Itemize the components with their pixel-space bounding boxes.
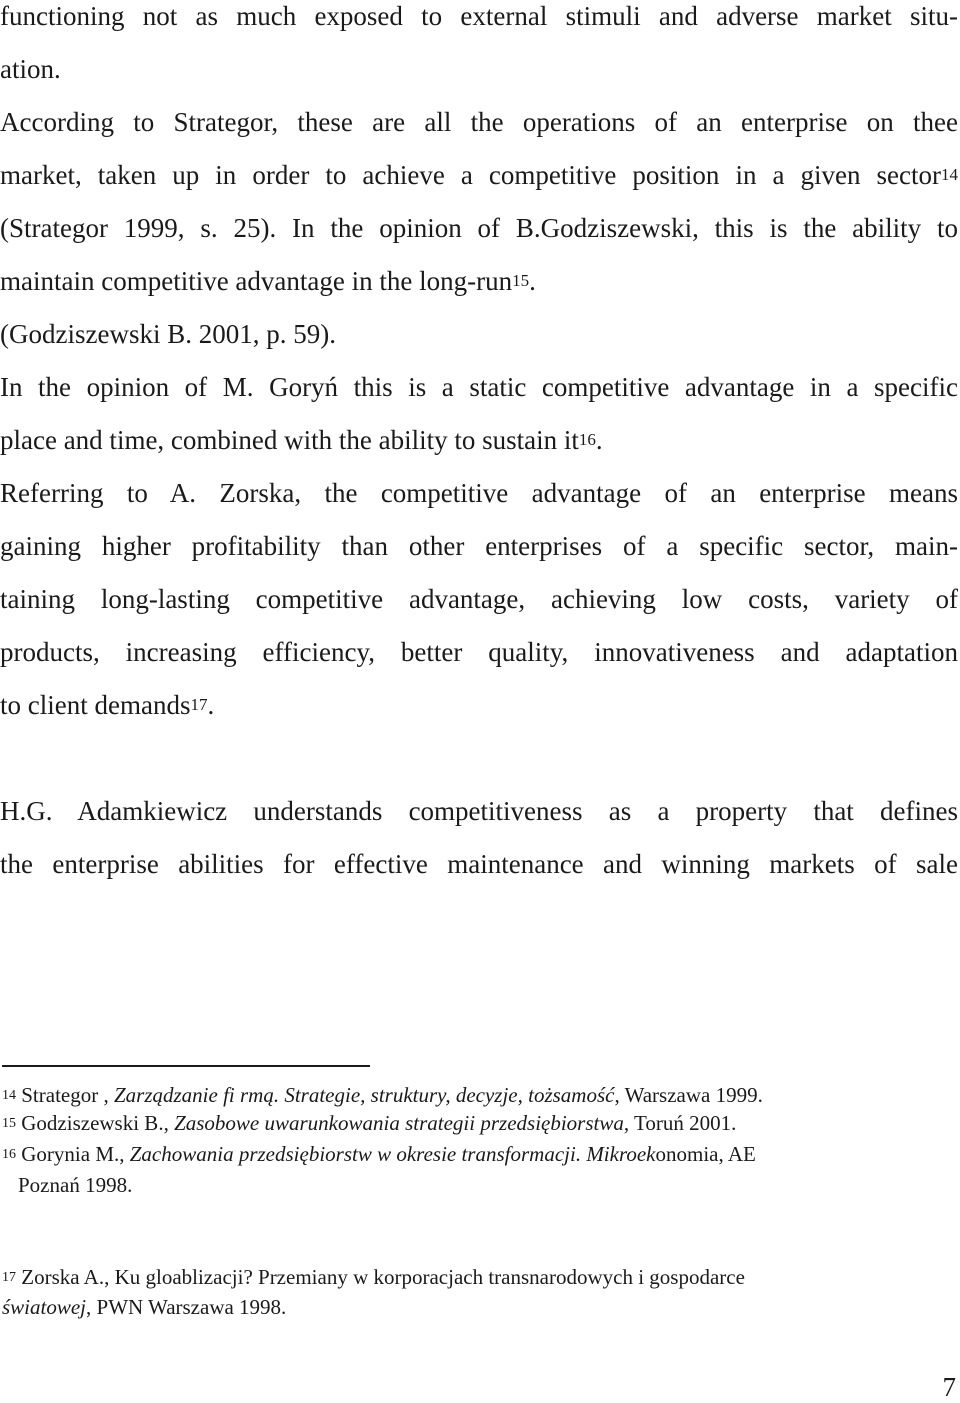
body-line: gaining higher profitability than other enterprises of a specific sector, main- <box>0 531 958 561</box>
footnote-number: 15 <box>2 1116 16 1131</box>
footnote-16-continued: Poznań 1998. <box>18 1173 133 1197</box>
body-line: place and time, combined with the ability to sustain $it^{16}$. <box>0 425 603 455</box>
footnote-ref: 14 <box>941 165 958 184</box>
footnote-number: 16 <box>2 1147 16 1162</box>
page-number: 7 <box>942 1372 956 1402</box>
body-line: Referring to A. Zorska, the competitive advantage of an enterprise means <box>0 478 958 508</box>
footnote-ref: 17 <box>190 695 208 714</box>
footnote-ref: 15 <box>512 271 530 290</box>
body-line: functioning not as much exposed to external stimuli and adverse market situ- <box>0 1 958 31</box>
body-line: (Godziszewski B. 2001, p. 59). <box>0 319 336 349</box>
footnote-16: $^{16}$ Gorynia M., Zachowania przedsiębiorstw w okresie transformacji. Mikroekonomia, AE <box>2 1142 756 1166</box>
footnote-17: $^{17}$ Zorska A., Ku gloablizacji? Przemiany w korporacjach transnarodowych i gospodarce <box>2 1265 745 1289</box>
body-line: market, taken up in order to achieve a competitive position in a given sector$^{14}$ <box>0 160 958 190</box>
footnote-number: 17 <box>2 1270 16 1285</box>
footnote-number: 14 <box>2 1088 16 1103</box>
body-line: to client demands$^{17}$. <box>0 690 215 720</box>
body-line: (Strategor 1999, s. 25). In the opinion of B.Godziszewski, this is the ability to <box>0 213 958 243</box>
body-line: ation. <box>0 54 61 84</box>
footnote-ref: 16 <box>578 430 596 449</box>
body-line: taining long-lasting competitive advantage, achieving low costs, variety of <box>0 584 958 614</box>
footnote-17-continued: światowej, PWN Warszawa 1998. <box>2 1295 287 1319</box>
footnote-separator <box>2 1065 370 1067</box>
body-line: maintain competitive advantage in the long-run$^{15}$. <box>0 266 536 296</box>
footnote-14: $^{14}$ Strategor , Zarządzanie fi rmą. Strategie, struktury, decyzje, tożsamość, Warszawa 1999. <box>2 1083 763 1107</box>
body-line: According to Strategor, these are all the operations of an enterprise on thee <box>0 107 958 137</box>
footnote-15: $^{15}$ Godziszewski B., Zasobowe uwarunkowania strategii przedsiębiorstwa, Toruń 2001. <box>2 1111 737 1135</box>
body-line: products, increasing efficiency, better quality, innovativeness and adaptation <box>0 637 958 667</box>
body-line: H.G. Adamkiewicz understands competitiveness as a property that defines <box>0 796 958 826</box>
body-line: the enterprise abilities for effective maintenance and winning markets of sale <box>0 849 958 879</box>
body-line: In the opinion of M. Goryń this is a static competitive advantage in a specific <box>0 372 958 402</box>
